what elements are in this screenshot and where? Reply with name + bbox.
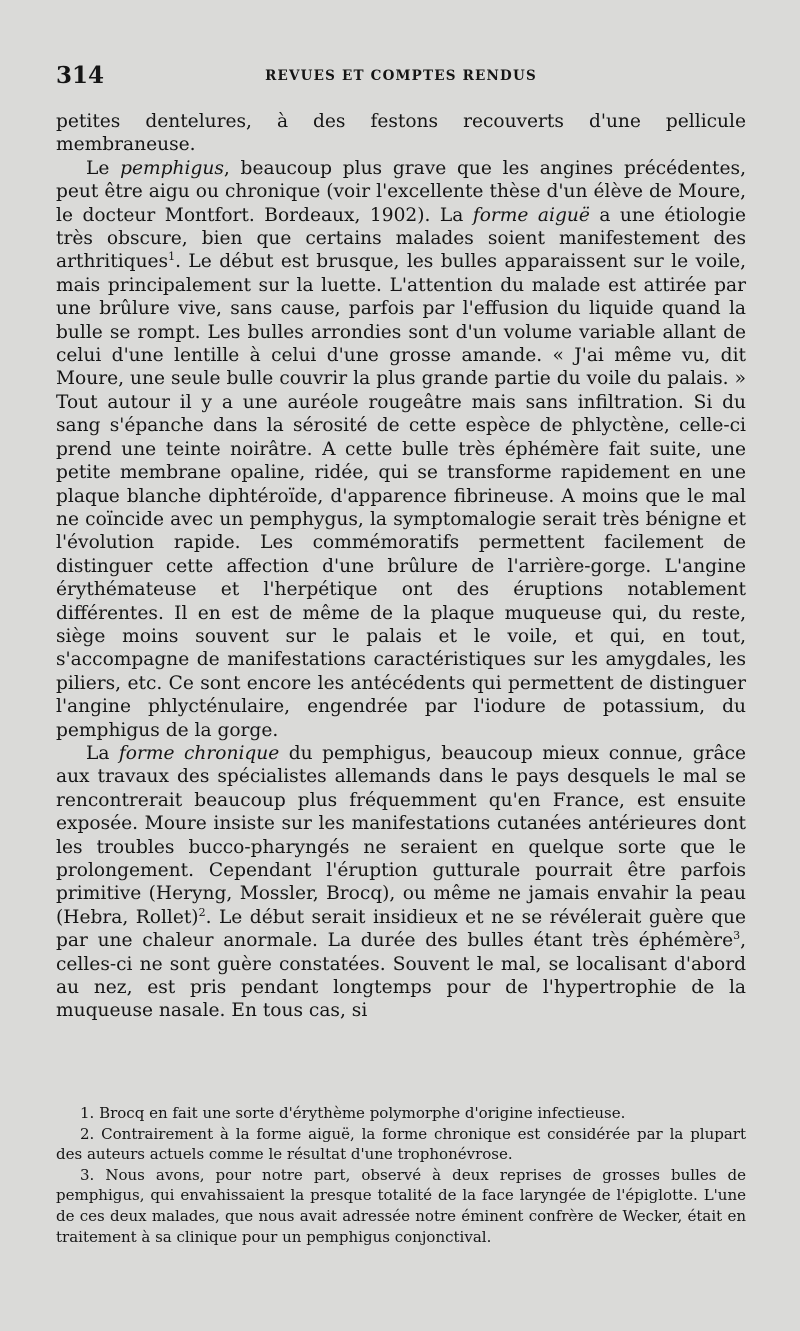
- text-run: Le: [86, 157, 121, 179]
- italic-term-forme-chronique: forme chronique: [118, 742, 280, 764]
- body-text: [56, 110, 746, 1023]
- paragraph-3: [56, 742, 746, 1023]
- running-head: REVUES ET COMPTES RENDUS: [265, 68, 537, 84]
- text-run: , beaucoup plus grave que les angines précédentes, peut être aigu ou chronique (voir l'excellente thèse d'un élève de Moure, le docteur Montfort. Bordeaux, 1902). La: [56, 157, 746, 226]
- text-run: . Le début est brusque, les bulles apparaissent sur le voile, mais principalement sur la luette. L'attention du malade est attirée par une brûlure vive, sans cause, parfois par l'effusion du liquide quand la bulle se rompt. Les bulles arrondies sont d'un volume variable allant de celui d'une lentille à celui d'une grosse amande. « J'ai même vu, dit Moure, une seule bulle couvrir la plus grande partie du voile du palais. » Tout autour il y a une auréole rougeâtre mais sans infiltration. Si du sang s'épanche dans la sérosité de cette espèce de phlyctène, celle-ci prend une teinte noirâtre. A cette bulle très éphémère fait suite, une petite membrane opaline, ridée, qui se transforme rapidement en une plaque blanche diphtéroïde, d'apparence fibrineuse. A moins que le mal ne coïncide avec un pemphygus, la symptomalogie serait très bénigne et l'évolution rapide. Les commémoratifs permettent facilement de distinguer cette affection d'une brûlure de l'arrière-gorge. L'angine érythémateuse et l'herpétique ont des éruptions notablement différentes. Il en est de même de la plaque muqueuse qui, du reste, siège moins souvent sur le palais et le voile, et qui, en tout, s'accompagne de manifestations caractéristiques sur les amygdales, les piliers, etc. Ce sont encore les antécédents qui permettent de distinguer l'angine phlycténulaire, engendrée par l'iodure de potassium, du pemphigus de la gorge.: [56, 251, 746, 741]
- text-run: , celles-ci ne sont guère constatées. Souvent le mal, se localisant d'abord au nez, est pris pendant longtemps pour de l'hypertrophie de la muqueuse nasale. En tous cas, si: [56, 930, 746, 1022]
- paragraph-1: petites dentelures, à des festons recouverts d'une pellicule membraneuse.: [56, 111, 746, 156]
- italic-term-pemphigus: pemphigus: [120, 157, 224, 179]
- footnote-ref-3: 3: [733, 929, 741, 943]
- footnote-3: 3. Nous avons, pour notre part, observé à deux reprises de grosses bulles de pemphigus, qui envahissaient la presque totalité de la face laryngée de l'épiglotte. L'une de ces deux malades, que nous avait adressée notre éminent confrère de Wecker, était en traitement à sa clinique pour un pemphigus conjonctival.: [56, 1165, 746, 1246]
- page-number: 314: [56, 62, 105, 89]
- footnote-ref-2: 2: [198, 905, 206, 919]
- paragraph-2: [56, 157, 746, 742]
- footnotes: [56, 1103, 746, 1247]
- footnote-ref-1: 1: [168, 250, 176, 264]
- text-run: du pemphigus, beaucoup mieux connue, grâce aux travaux des spécialistes allemands dans le pays desquels le mal se rencontrerait beaucoup plus fréquemment qu'en France, est ensuite exposée. Moure insiste sur les manifestations cutanées antérieures dont les troubles bucco-pharyngés ne seraient en quelque sorte que le prolongement. Cependant l'éruption gutturale pourrait être parfois primitive (Heryng, Mossler, Brocq), ou même ne jamais envahir la peau (Hebra, Rollet): [56, 742, 746, 928]
- page-header: [56, 62, 746, 98]
- text-run: . Le début serait insidieux et ne se révélerait guère que par une chaleur anormale. La durée des bulles étant très éphémère: [56, 906, 746, 952]
- footnote-2: 2. Contrairement à la forme aiguë, la forme chronique est considérée par la plupart des auteurs actuels comme le résultat d'une trophonévrose.: [56, 1124, 746, 1164]
- text-run: a une étiologie très obscure, bien que certains malades soient manifestement des arthritiques: [56, 204, 746, 273]
- text-run: La: [86, 742, 119, 764]
- italic-term-forme-aigue: forme aiguë: [472, 204, 590, 226]
- footnote-1: 1. Brocq en fait une sorte d'érythème polymorphe d'origine infectieuse.: [80, 1104, 626, 1122]
